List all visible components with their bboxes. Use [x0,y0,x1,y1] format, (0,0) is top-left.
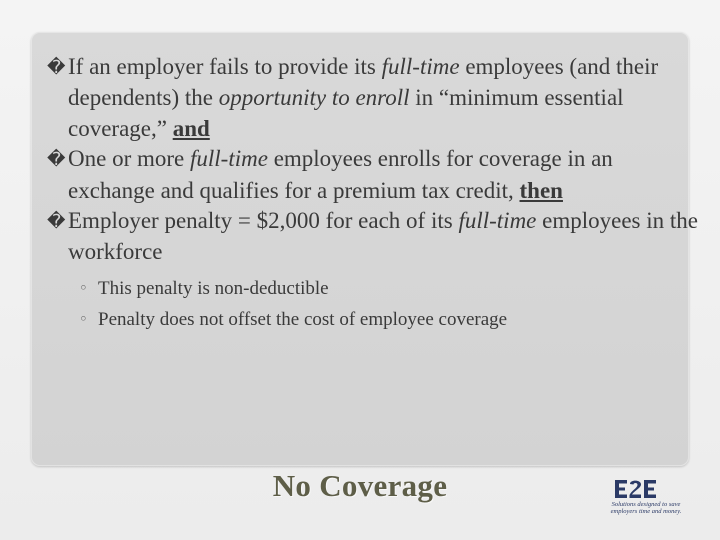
bullet-text-italic: full-time [381,54,460,79]
bullet-list [30,52,700,336]
bullet-text: employees in the workforce [68,208,698,265]
company-logo [598,478,690,518]
slide-title: No Coverage [272,468,448,503]
bullet-marker-icon: � [47,57,66,78]
bullet-marker-icon: � [47,211,66,233]
sub-bullet-item [30,304,700,336]
bullet-text: in “minimum essential coverage,” [68,85,624,141]
e2e-logo-icon [613,478,659,500]
bullet-text-emphasis: then [519,177,563,203]
bullet-text: employees enrolls for coverage in an exchange and qualifies for a premium tax credit, [68,146,613,203]
bullet-text: If an employer fails to provide its [68,54,382,79]
sub-bullet-list [30,273,700,336]
bullet-text-italic: full-time [458,208,537,234]
bullet-item [30,206,700,268]
logo-tagline: Solutions designed to save employers time and money. [610,501,682,515]
hollow-circle-icon: ◦ [79,278,88,297]
sub-bullet-text: This penalty is non-deductible [98,277,329,299]
bullet-item [30,144,700,206]
bullet-text: employees (and their dependents) the [68,54,659,111]
sub-bullet-item [30,273,700,305]
bullet-text: Employer penalty = $2,000 for each of its [68,208,459,234]
bullet-text: One or more [68,146,190,172]
bullet-marker-icon: � [47,149,66,171]
bullet-item [30,52,700,144]
bullet-text-italic: opportunity to enroll [218,85,410,111]
bullet-text-italic: full-time [190,146,268,172]
hollow-circle-icon: ◦ [79,310,88,329]
bullet-text-emphasis: and [172,115,210,141]
sub-bullet-text: Penalty does not offset the cost of employee coverage [98,309,508,331]
